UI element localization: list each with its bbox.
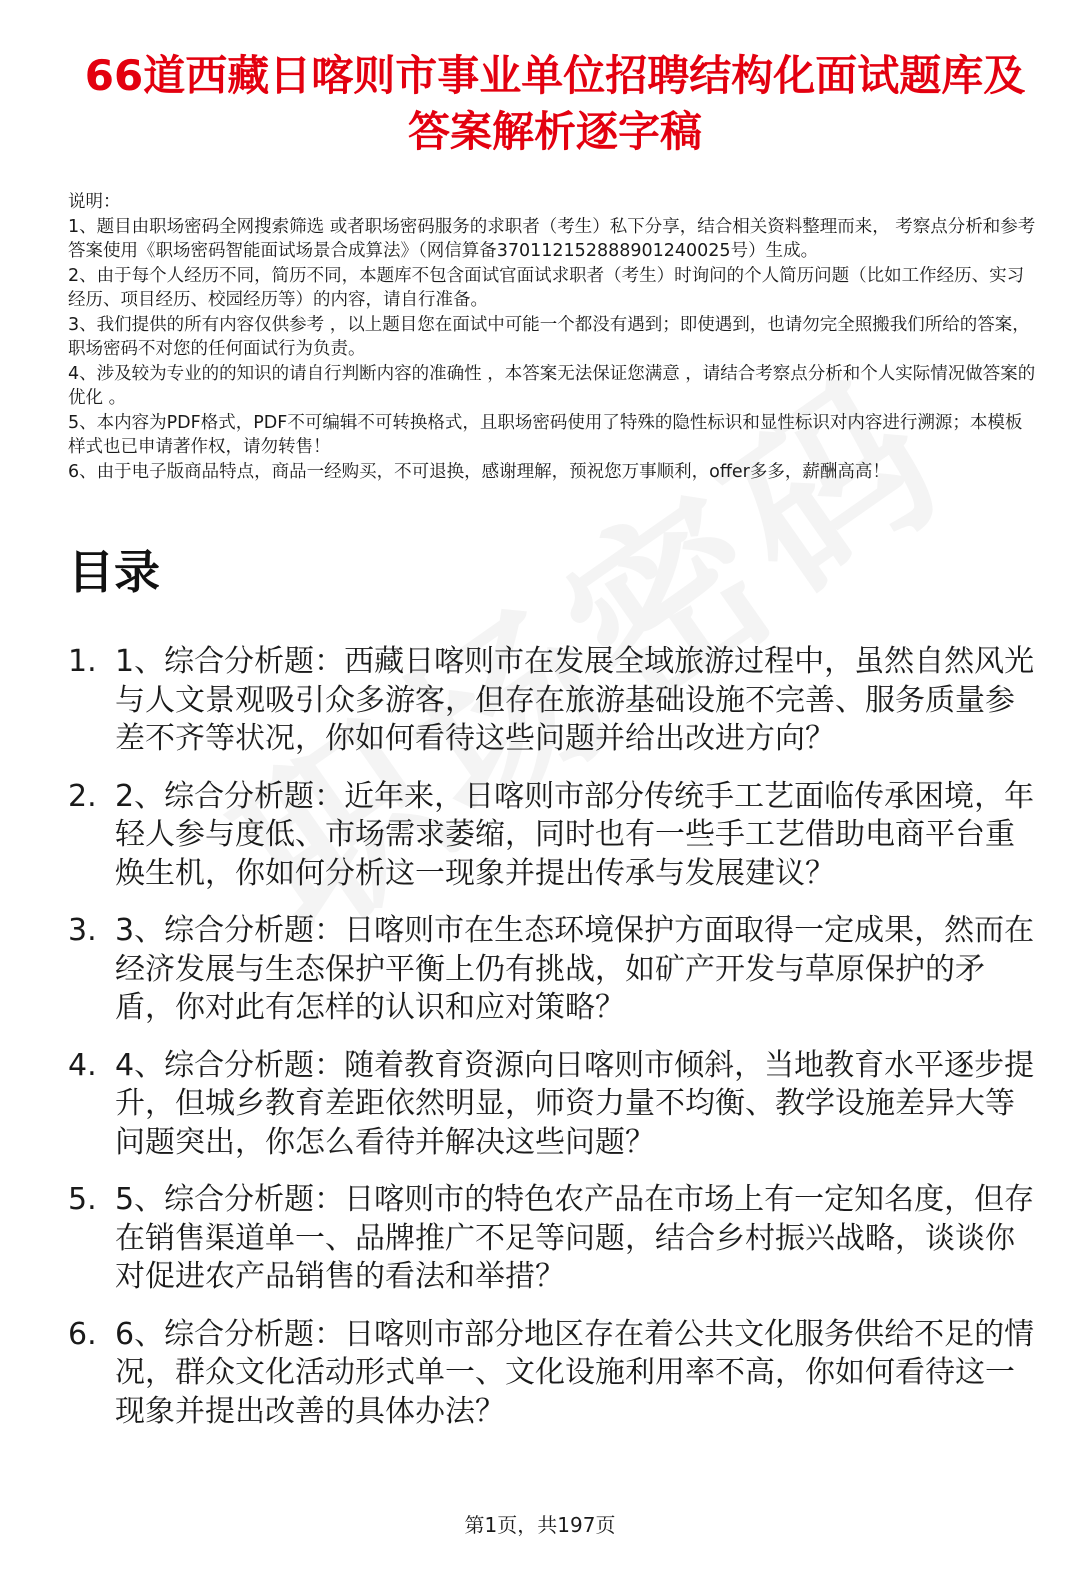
- toc-item[interactable]: [68, 1316, 1043, 1432]
- toc-item-text: 5、综合分析题：日喀则市的特色农产品在市场上有一定知名度，但存在销售渠道单一、品牌推广不足等问题，结合乡村振兴战略，谈谈你对促进农产品销售的看法和举措？: [115, 1182, 1035, 1294]
- toc-list: [68, 643, 1043, 1450]
- toc-item-text: 1、综合分析题：西藏日喀则市在发展全域旅游过程中，虽然自然风光与人文景观吸引众多游客，但存在旅游基础设施不完善、服务质量参差不齐等状况，你如何看待这些问题并给出改进方向？: [115, 644, 1035, 756]
- note-item: 5、本内容为PDF格式，PDF不可编辑不可转换格式，且职场密码使用了特殊的隐性标识和显性标识对内容进行溯源；本模板样式也已申请著作权，请勿转售！: [68, 412, 1023, 457]
- toc-item-number: 2.: [68, 778, 97, 814]
- toc-item-text: 2、综合分析题：近年来，日喀则市部分传统手工艺面临传承困境，年轻人参与度低、市场需求萎缩，同时也有一些手工艺借助电商平台重焕生机，你如何分析这一现象并提出传承与发展建议？: [115, 778, 1035, 891]
- toc-item-number: 3.: [68, 913, 97, 948]
- toc-item-text: 6、综合分析题：日喀则市部分地区存在着公共文化服务供给不足的情况，群众文化活动形式单一、文化设施利用率不高，你如何看待这一现象并提出改善的具体办法？: [115, 1316, 1035, 1429]
- toc-item-number: 4.: [68, 1047, 97, 1083]
- toc-item[interactable]: [68, 778, 1043, 894]
- toc-item-text: 3、综合分析题：日喀则市在生态环境保护方面取得一定成果，然而在经济发展与生态保护平衡上仍有挑战，如矿产开发与草原保护的矛盾，你对此有怎样的认识和应对策略？: [115, 913, 1035, 1025]
- document-title: 66道西藏日喀则市事业单位招聘结构化面试题库及答案解析逐字稿: [84, 51, 1026, 156]
- toc-item[interactable]: [68, 1047, 1043, 1163]
- toc-item[interactable]: [68, 643, 1043, 759]
- note-item: 6、由于电子版商品特点，商品一经购买，不可退换，感谢理解，预祝您万事顺利，offer多多，薪酬高高！: [68, 461, 890, 482]
- notes-section: [68, 190, 1036, 484]
- toc-item-text: 4、综合分析题：随着教育资源向日喀则市倾斜，当地教育水平逐步提升，但城乡教育差距依然明显，师资力量不均衡、教学设施差异大等问题突出，你怎么看待并解决这些问题？: [115, 1047, 1035, 1160]
- note-item: 2、由于每个人经历不同，简历不同，本题库不包含面试官面试求职者（考生）时询问的个人简历问题（比如工作经历、实习经历、项目经历、校园经历等）的内容，请自行准备。: [68, 265, 1025, 310]
- notes-heading: 说明：: [68, 192, 121, 212]
- toc-item-number: 1.: [68, 644, 97, 679]
- toc-heading: 目录: [68, 545, 160, 599]
- toc-item[interactable]: [68, 912, 1043, 1028]
- page-footer: 第1页，共197页: [464, 1513, 616, 1537]
- toc-item-number: 5.: [68, 1182, 97, 1217]
- toc-item-number: 6.: [68, 1316, 97, 1352]
- note-item: 3、我们提供的所有内容仅供参考 ，以上题目您在面试中可能一个都没有遇到；即使遇到，也请勿完全照搬我们所给的答案，职场密码不对您的任何面试行为负责。: [68, 314, 1030, 359]
- note-item: 1、题目由职场密码全网搜索筛选 或者职场密码服务的求职者（考生）私下分享，结合相关资料整理而来， 考察点分析和参考答案使用《职场密码智能面试场景合成算法》（网信算备370112152888901240025号）生成。: [68, 216, 1036, 261]
- note-item: 4、涉及较为专业的的知识的请自行判断内容的准确性 ，本答案无法保证您满意 ，请结合考察点分析和个人实际情况做答案的优化 。: [68, 363, 1036, 408]
- toc-item[interactable]: [68, 1181, 1043, 1297]
